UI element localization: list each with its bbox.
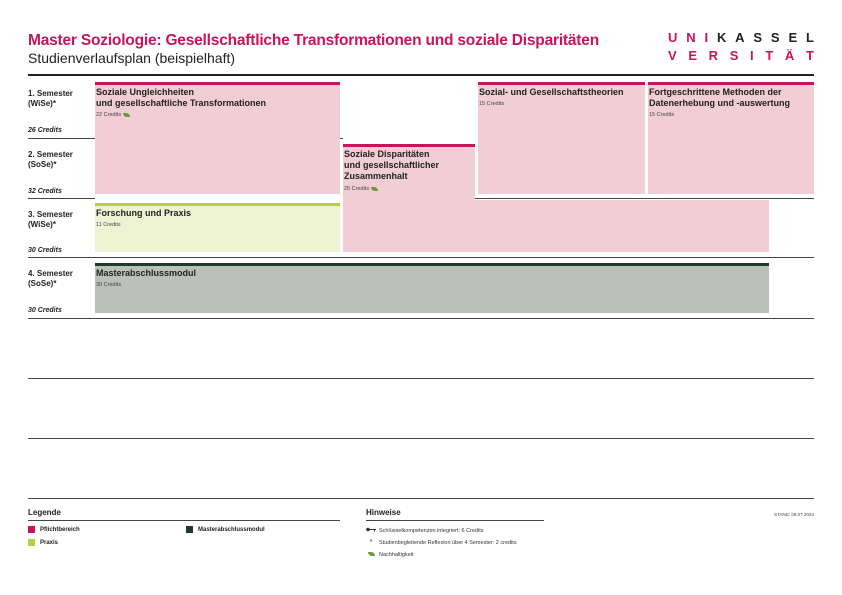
hint-reflexion: * Studienbegleitende Reflexion über 4 Semester: 2 credits [366, 539, 517, 546]
leaf-icon [123, 113, 130, 117]
legend-title: Legende [28, 508, 61, 517]
university-logo-top: U N I K A S S E L [668, 30, 814, 45]
module-title: Zusammenhalt [344, 171, 408, 181]
footer-rule [28, 498, 814, 499]
module-bar [95, 82, 340, 85]
row-divider [475, 198, 814, 199]
module-title: und gesellschaftliche Transformationen [96, 98, 267, 108]
page-subtitle: Studienverlaufsplan (beispielhaft) [28, 50, 236, 66]
module-credits: 15 Credits [479, 101, 505, 107]
swatch-icon [186, 526, 193, 533]
module-title: Soziale Disparitäten [344, 149, 430, 159]
module-bar [95, 263, 769, 266]
module-soziale-disparitaeten[interactable] [343, 144, 475, 252]
module-credits: 30 Credits [96, 282, 122, 288]
semester-label-2: 2. Semester (SoSe)* [28, 150, 73, 169]
module-soziale-ungleichheiten[interactable] [95, 82, 340, 194]
module-title: Soziale Ungleichheiten [96, 87, 195, 97]
module-bar [478, 82, 645, 85]
legend-item-pflichtbereich: Pflichtbereich [28, 526, 80, 533]
row-divider [28, 318, 814, 319]
module-title: Forschung und Praxis [96, 208, 192, 218]
row-divider [28, 257, 814, 258]
semester-label-3: 3. Semester (WiSe)* [28, 210, 73, 229]
hint-nachhaltigkeit: Nachhaltigkeit [366, 551, 414, 558]
semester-credits-1: 26 Credits [28, 127, 62, 134]
semester-label-4: 4. Semester (SoSe)* [28, 269, 73, 288]
semester-label-1: 1. Semester (WiSe)* [28, 89, 73, 108]
module-title: Fortgeschrittene Methoden der [649, 87, 782, 97]
hinweise-underline [366, 520, 544, 521]
semester-credits-2: 32 Credits [28, 188, 62, 195]
page-title: Master Soziologie: Gesellschaftliche Transformationen und soziale Disparitäten [28, 32, 599, 49]
module-credits: 25 Credits [344, 186, 370, 192]
swatch-icon [28, 526, 35, 533]
module-fortgeschrittene-methoden[interactable] [648, 82, 814, 194]
key-icon [366, 527, 376, 534]
module-bar [95, 203, 340, 206]
module-bar [343, 144, 475, 147]
module-forschung-praxis[interactable] [95, 203, 340, 252]
module-title: Datenerhebung und -auswertung [649, 98, 791, 108]
module-title: Masterabschlussmodul [96, 268, 197, 278]
legend-item-masterabschluss: Masterabschlussmodul [186, 526, 265, 533]
semester-credits-3: 30 Credits [28, 247, 62, 254]
row-divider [28, 198, 95, 199]
leaf-icon [371, 187, 378, 191]
university-logo-bottom: V E R S I T Ä T [668, 48, 814, 63]
asterisk-icon: * [369, 539, 373, 546]
row-divider [28, 438, 814, 439]
module-title: Sozial- und Gesellschaftstheorien [479, 87, 624, 97]
hinweise-title: Hinweise [366, 508, 401, 517]
semester-credits-4: 30 Credits [28, 307, 62, 314]
hint-schluesselkompetenzen: Schlüsselkompetenzen integriert: 6 Credits [366, 527, 484, 534]
module-bar [648, 82, 814, 85]
header-rule [28, 74, 814, 76]
legend-item-praxis: Praxis [28, 539, 58, 546]
row-divider [28, 138, 95, 139]
module-title: und gesellschaftlicher [344, 160, 440, 170]
stand-date: STAND: 08.07.2024 [774, 512, 814, 517]
row-divider [340, 138, 343, 139]
legend-underline [28, 520, 340, 521]
swatch-icon [28, 539, 35, 546]
row-divider [28, 378, 814, 379]
module-masterabschluss[interactable] [95, 263, 769, 313]
module-sozialtheorien[interactable] [478, 82, 645, 194]
module-credits: 11 Credits [96, 222, 121, 228]
module-disparitaeten-extension [475, 200, 769, 252]
leaf-icon [366, 551, 376, 558]
module-credits: 22 Credits [96, 112, 122, 118]
module-credits: 15 Credits [649, 112, 675, 118]
